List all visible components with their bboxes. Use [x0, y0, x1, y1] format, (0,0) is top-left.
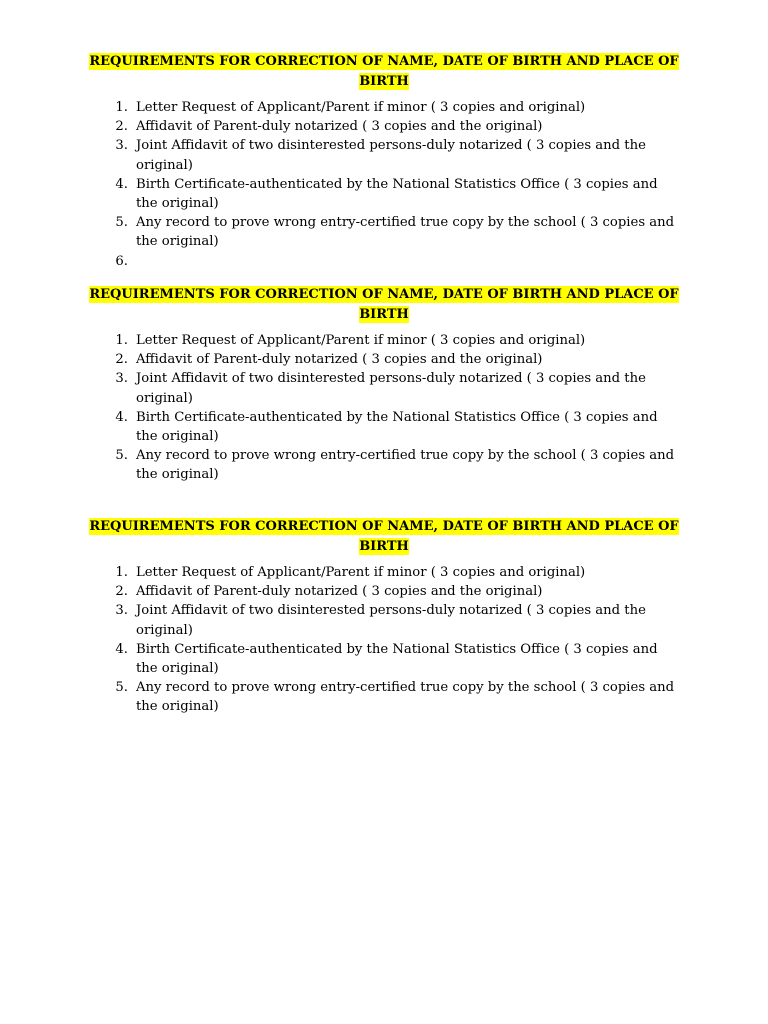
- item-text: Birth Certificate-authenticated by the National Statistics Office ( 3 copies and the original): [136, 641, 658, 677]
- item-number: 3.: [115, 138, 128, 154]
- list-item: [88, 213, 680, 251]
- item-number: 3.: [115, 603, 128, 619]
- list-item-empty: [88, 252, 680, 271]
- list-item: [88, 678, 680, 716]
- item-text: Any record to prove wrong entry-certified true copy by the school ( 3 copies and the original): [136, 448, 675, 483]
- list-item: [88, 601, 680, 639]
- list-item: [88, 350, 680, 369]
- item-text: Birth Certificate-authenticated by the National Statistics Office ( 3 copies and the original): [136, 176, 658, 212]
- list-item: [88, 117, 680, 136]
- item-text: Affidavit of Parent-duly notarized ( 3 copies and the original): [136, 352, 543, 368]
- item-text: Any record to prove wrong entry-certified true copy by the school ( 3 copies and the original): [136, 680, 675, 715]
- list-item: [88, 331, 680, 350]
- list-item: [88, 446, 680, 484]
- item-text: Joint Affidavit of two disinterested persons-duly notarized ( 3 copies and the original): [136, 371, 646, 406]
- item-number: 6.: [115, 253, 128, 269]
- item-number: 1.: [115, 565, 128, 580]
- list-item: [88, 640, 680, 678]
- requirements-list: [88, 331, 680, 485]
- item-number: 2.: [115, 119, 128, 135]
- requirements-list: [88, 98, 680, 271]
- item-number: 2.: [115, 584, 128, 600]
- list-item: [88, 369, 680, 407]
- list-item: [88, 582, 680, 601]
- list-item: [88, 563, 680, 582]
- requirements-section-2: [88, 285, 680, 485]
- item-text: Letter Request of Applicant/Parent if minor ( 3 copies and original): [136, 100, 586, 115]
- item-text: Affidavit of Parent-duly notarized ( 3 copies and the original): [136, 584, 543, 600]
- item-number: 4.: [115, 176, 128, 192]
- item-number: 4.: [115, 409, 128, 425]
- item-number: 2.: [115, 352, 128, 368]
- item-text: Joint Affidavit of two disinterested persons-duly notarized ( 3 copies and the original): [136, 138, 646, 173]
- list-item: [88, 408, 680, 446]
- item-text: Letter Request of Applicant/Parent if minor ( 3 copies and original): [136, 565, 586, 580]
- item-text: Affidavit of Parent-duly notarized ( 3 copies and the original): [136, 119, 543, 135]
- item-text: Joint Affidavit of two disinterested persons-duly notarized ( 3 copies and the original): [136, 603, 646, 638]
- item-number: 5.: [115, 215, 128, 231]
- highlighted-heading-text: REQUIREMENTS FOR CORRECTION OF NAME, DATE OF BIRTH AND PLACE OF BIRTH: [89, 519, 679, 554]
- item-text: [136, 254, 140, 269]
- list-item: [88, 98, 680, 117]
- section-heading: [88, 52, 680, 92]
- section-heading: [88, 285, 680, 325]
- item-number: 5.: [115, 680, 128, 696]
- item-number: 5.: [115, 448, 128, 464]
- list-item: [88, 136, 680, 174]
- section-heading: [88, 517, 680, 557]
- item-text: Letter Request of Applicant/Parent if minor ( 3 copies and original): [136, 333, 586, 348]
- item-number: 4.: [115, 641, 128, 657]
- item-number: 1.: [115, 100, 128, 115]
- highlighted-heading-text: REQUIREMENTS FOR CORRECTION OF NAME, DATE OF BIRTH AND PLACE OF BIRTH: [89, 287, 679, 322]
- highlighted-heading-text: REQUIREMENTS FOR CORRECTION OF NAME, DATE OF BIRTH AND PLACE OF BIRTH: [89, 54, 679, 89]
- item-text: Birth Certificate-authenticated by the National Statistics Office ( 3 copies and the original): [136, 409, 658, 445]
- item-number: 1.: [115, 333, 128, 348]
- item-text: Any record to prove wrong entry-certified true copy by the school ( 3 copies and the original): [136, 215, 675, 250]
- item-number: 3.: [115, 371, 128, 387]
- list-item: [88, 175, 680, 213]
- requirements-list: [88, 563, 680, 717]
- requirements-section-1: [88, 52, 680, 271]
- requirements-section-3: [88, 517, 680, 717]
